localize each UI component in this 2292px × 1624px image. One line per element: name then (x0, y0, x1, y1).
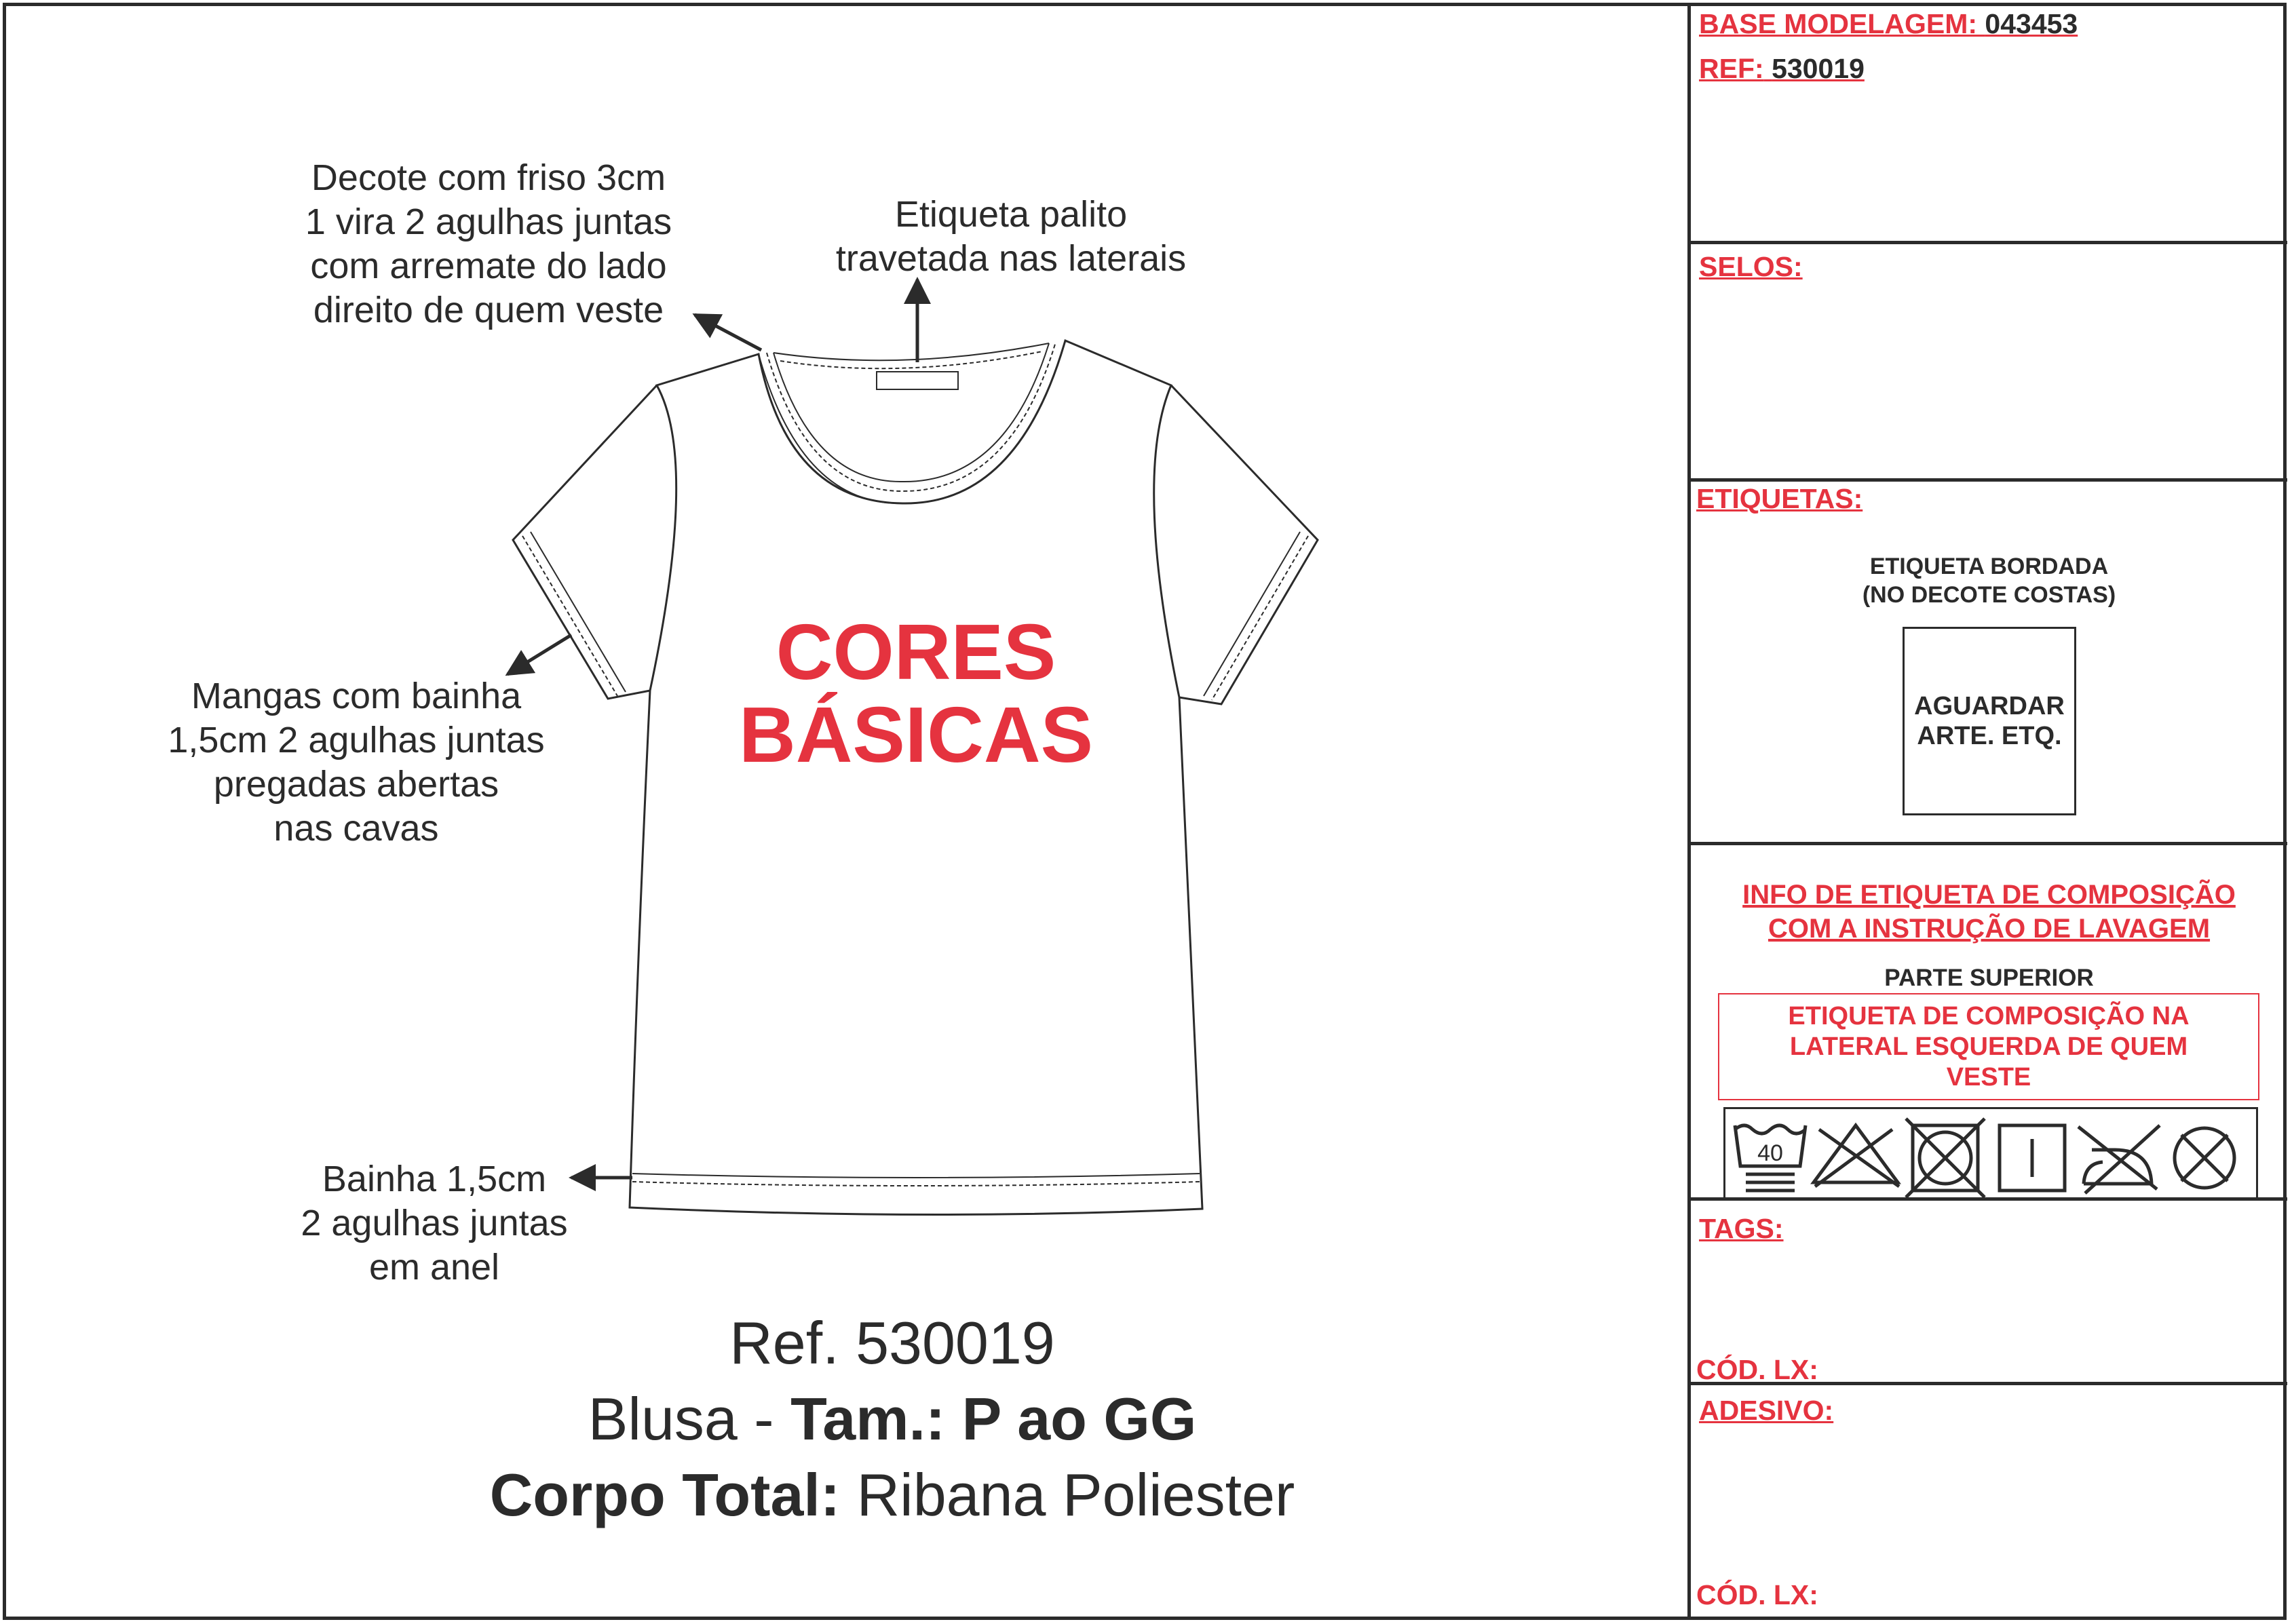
title-block (0, 1305, 1784, 1533)
wash-temp-text: 40 (1757, 1140, 1783, 1166)
tags-cod-lx-label: CÓD. LX: (1696, 1354, 1818, 1385)
adesivo-label: ADESIVO: (1699, 1395, 1834, 1426)
palito-label (877, 372, 958, 389)
etiquetas-label: ETIQUETAS: (1696, 483, 1863, 514)
care-symbols (1723, 1107, 2258, 1201)
title-line-2 (0, 1381, 1784, 1457)
note-line: travetada nas laterais (835, 238, 1187, 279)
note-line: direito de quem veste (313, 290, 664, 330)
title-body-value: Ribana Poliester (840, 1461, 1295, 1528)
note-line: 2 agulhas juntas (301, 1203, 568, 1243)
arrow-mangas (508, 635, 571, 674)
section-selos (1691, 244, 2287, 482)
note-line: Bainha 1,5cm (322, 1159, 547, 1199)
tags-label: TAGS: (1699, 1213, 1784, 1244)
no-bleach-icon (1814, 1125, 1899, 1186)
note-line: Etiqueta palito (894, 194, 1128, 235)
info-composicao-title: INFO DE ETIQUETA DE COMPOSIÇÃO COM A INSTRUÇÃO DE LAVAGEM (1742, 880, 2236, 944)
left-sleeve (513, 385, 657, 699)
base-modelagem-label: BASE MODELAGEM: 043453 (1699, 8, 2078, 39)
note-etiqueta-palito (773, 193, 1248, 281)
selos-label: SELOS: (1699, 251, 1803, 282)
no-iron-icon (2078, 1125, 2160, 1193)
title-body-label: Corpo Total: (489, 1461, 841, 1528)
title-product: Blusa - (588, 1385, 791, 1452)
note-decote (258, 156, 719, 332)
composicao-box: ETIQUETA DE COMPOSIÇÃO NA LATERAL ESQUERDA DE QUEM VESTE (1718, 993, 2259, 1100)
etiqueta-bordada-text: ETIQUETA BORDADA (NO DECOTE COSTAS) (1862, 554, 2116, 608)
note-line: 1 vira 2 agulhas juntas (305, 201, 672, 242)
section-base (1691, 3, 2287, 244)
section-etiquetas (1691, 482, 2287, 845)
ref-label: REF: 530019 (1699, 53, 1865, 84)
right-sleeve (1171, 385, 1318, 704)
note-line: 1,5cm 2 agulhas juntas (168, 720, 545, 760)
note-line: Mangas com bainha (191, 676, 522, 716)
hang-dry-icon (2000, 1125, 2065, 1191)
ref-value: 530019 (1772, 53, 1865, 84)
spec-sidebar (1687, 3, 2287, 1620)
print-line-2: BÁSICAS (738, 691, 1094, 779)
print-line-1: CORES (776, 608, 1056, 696)
garment-print (712, 608, 1120, 779)
aguardar-box: AGUARDAR ARTE. ETQ. (1903, 627, 2076, 815)
section-tags (1691, 1201, 2287, 1385)
note-mangas (122, 674, 590, 851)
parte-superior-label: PARTE SUPERIOR (1884, 965, 2094, 991)
note-line: com arremate do lado (310, 246, 667, 286)
note-line: em anel (368, 1247, 500, 1288)
section-adesivo (1691, 1385, 2287, 1620)
base-modelagem-value: 043453 (1985, 8, 2078, 39)
note-line: pregadas abertas (213, 764, 499, 805)
no-dry-clean-icon (2175, 1128, 2234, 1188)
title-ref: Ref. 530019 (729, 1309, 1055, 1376)
note-bainha (258, 1157, 611, 1290)
note-line: Decote com friso 3cm (311, 157, 666, 198)
title-sizes: Tam.: P ao GG (790, 1385, 1197, 1452)
title-line-3 (0, 1457, 1784, 1533)
no-tumble-dry-icon (1906, 1119, 1985, 1197)
note-line: nas cavas (273, 808, 439, 849)
section-composicao (1691, 845, 2287, 1201)
adesivo-cod-lx-label: CÓD. LX: (1696, 1579, 1818, 1610)
